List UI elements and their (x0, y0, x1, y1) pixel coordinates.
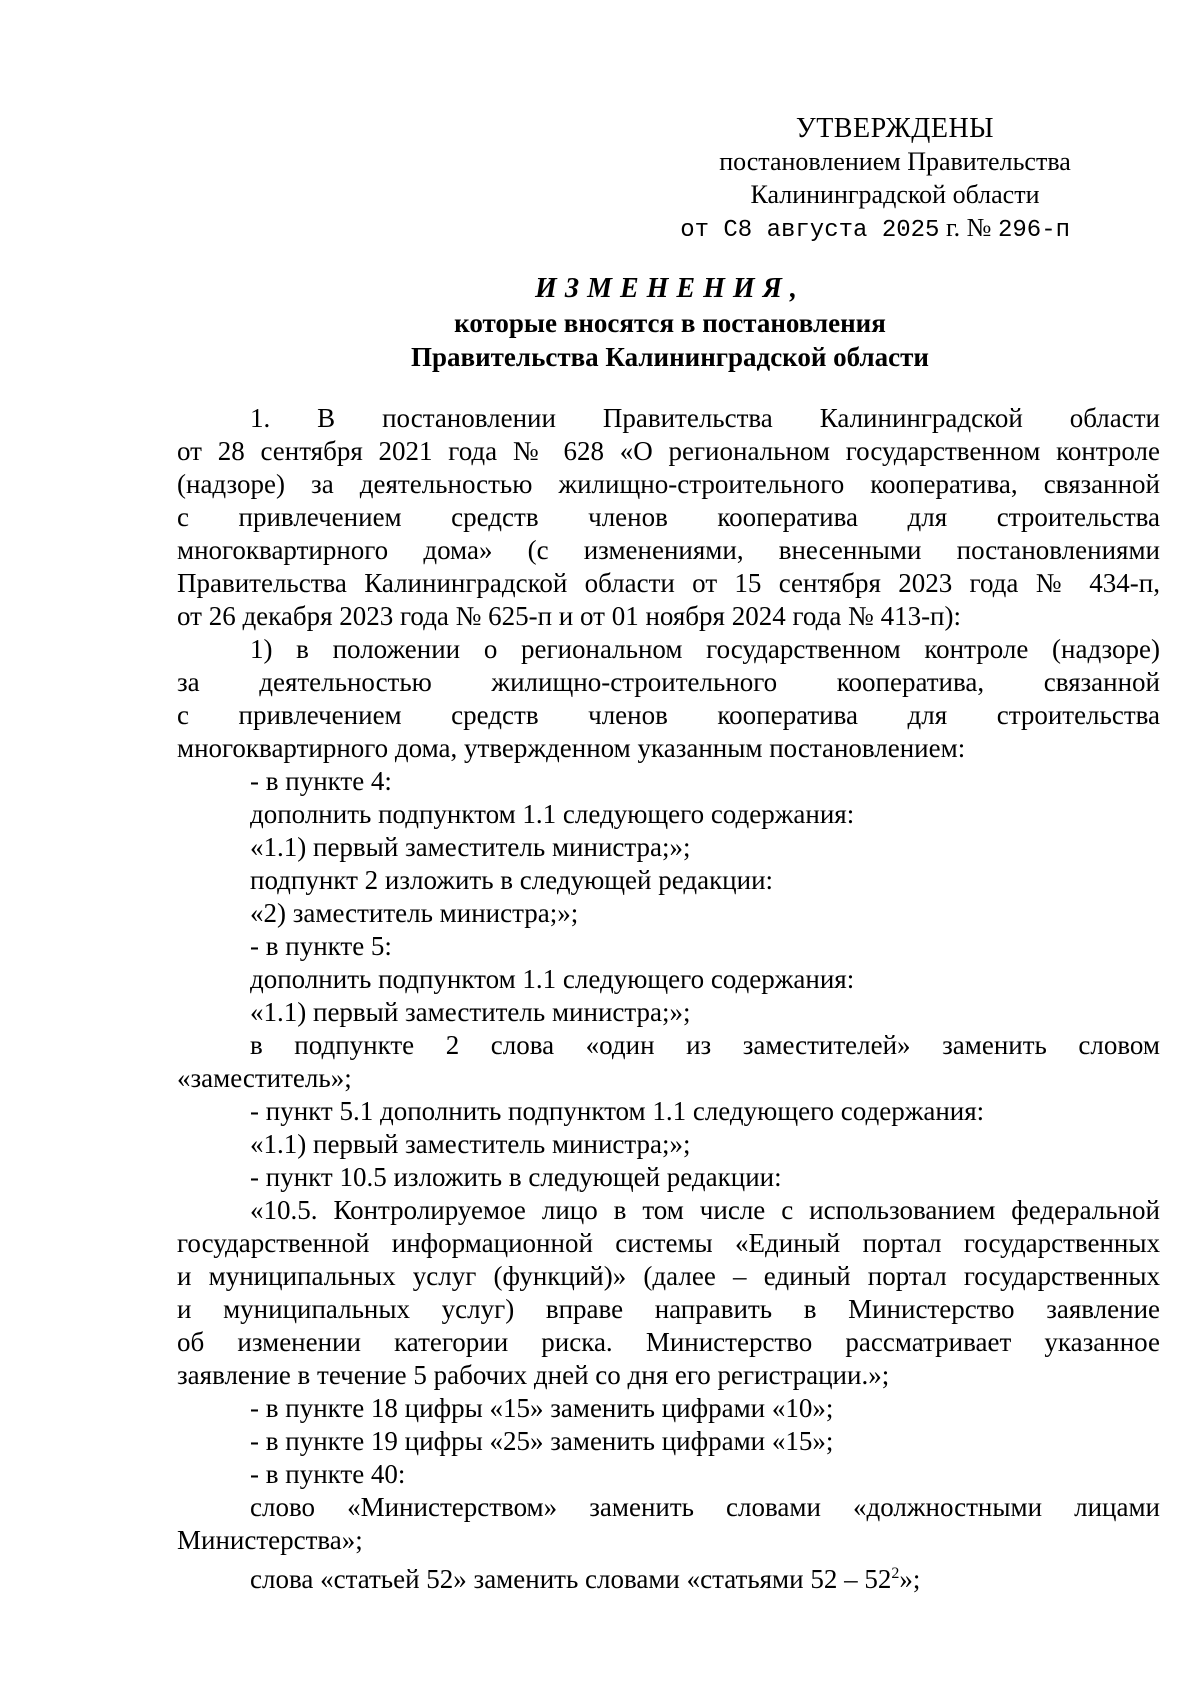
body-line: государственной информационной системы «Единый портал государственных (177, 1228, 1160, 1258)
body-line: дополнить подпунктом 1.1 следующего содержания: (250, 964, 855, 994)
body-line: Правительства Калининградской области от 15 сентября 2023 года № 434-п, (177, 568, 1160, 598)
approval-line-1: постановлением Правительства (719, 147, 1071, 176)
body-line: «10.5. Контролируемое лицо в том числе с использованием федеральной (250, 1195, 1160, 1225)
body-line: от 28 сентября 2021 года № 628 «О региональном государственном контроле (177, 436, 1160, 466)
body-line: «1.1) первый заместитель министра;»; (250, 997, 691, 1027)
body-line: - в пункте 18 цифры «15» заменить цифрами «10»; (250, 1393, 834, 1423)
body-line: - в пункте 5: (250, 931, 392, 961)
body-line: Министерства»; (177, 1525, 363, 1555)
heading-line-1: которые вносятся в постановления (454, 308, 886, 338)
approval-date-text: от С8 августа 2025 (680, 217, 940, 244)
body-line-last (177, 1557, 1160, 1594)
approval-number: 296-п (997, 217, 1070, 244)
approval-stamp (660, 112, 1130, 247)
body-line: 1. В постановлении Правительства Калининградской области (250, 403, 1160, 433)
body-line: с привлечением средств членов кооператива для строительства (177, 502, 1160, 532)
body-line: и муниципальных услуг (функций)» (далее – единый портал государственных (177, 1261, 1160, 1291)
approval-title: УТВЕРЖДЕНЫ (795, 113, 995, 144)
body-line: слово «Министерством» заменить словами «должностными лицами (250, 1492, 1160, 1522)
document-heading (170, 272, 1170, 374)
body-line: - в пункте 40: (250, 1459, 406, 1489)
approval-line-2: Калининградской области (750, 180, 1040, 209)
body-line: - в пункте 19 цифры «25» заменить цифрами «15»; (250, 1426, 834, 1456)
superscript: 2 (891, 1565, 900, 1582)
last-line-end: »; (899, 1564, 921, 1594)
body-line: заявление в течение 5 рабочих дней со дня его регистрации.»; (177, 1360, 890, 1390)
body-line: подпункт 2 изложить в следующей редакции: (250, 865, 774, 895)
heading-title: ИЗМЕНЕНИЯ, (535, 273, 805, 304)
body-line: с привлечением средств членов кооператива для строительства (177, 700, 1160, 730)
body-line: об изменении категории риска. Министерство рассматривает указанное (177, 1327, 1160, 1357)
body-line: многоквартирного дома, утвержденном указанным постановлением: (177, 733, 966, 763)
body-line: (надзоре) за деятельностью жилищно-строительного кооператива, связанной (177, 469, 1160, 499)
body-line: 1) в положении о региональном государственном контроле (надзоре) (250, 634, 1160, 664)
approval-date-mid: г. № (939, 213, 998, 242)
heading-line-2: Правительства Калининградской области (411, 342, 929, 372)
body-line: - пункт 10.5 изложить в следующей редакции: (250, 1162, 782, 1192)
body-line: - в пункте 4: (250, 766, 392, 796)
document-body (177, 402, 1160, 1594)
body-line: в подпункте 2 слова «один из заместителей» заменить словом (250, 1030, 1160, 1060)
body-line: «2) заместитель министра;»; (250, 898, 579, 928)
last-line-text: слова «статьей 52» заменить словами «статьями 52 – 52 (250, 1564, 892, 1594)
body-line: «1.1) первый заместитель министра;»; (250, 832, 691, 862)
body-line: дополнить подпунктом 1.1 следующего содержания: (250, 799, 855, 829)
approval-date (660, 211, 1130, 247)
body-line: «1.1) первый заместитель министра;»; (250, 1129, 691, 1159)
body-line: от 26 декабря 2023 года № 625-п и от 01 ноября 2024 года № 413-п): (177, 601, 962, 631)
body-line: за деятельностью жилищно-строительного кооператива, связанной (177, 667, 1160, 697)
body-line: многоквартирного дома» (с изменениями, внесенными постановлениями (177, 535, 1160, 565)
body-line: и муниципальных услуг) вправе направить в Министерство заявление (177, 1294, 1160, 1324)
body-line: - пункт 5.1 дополнить подпунктом 1.1 следующего содержания: (250, 1096, 985, 1126)
body-line: «заместитель»; (177, 1063, 352, 1093)
